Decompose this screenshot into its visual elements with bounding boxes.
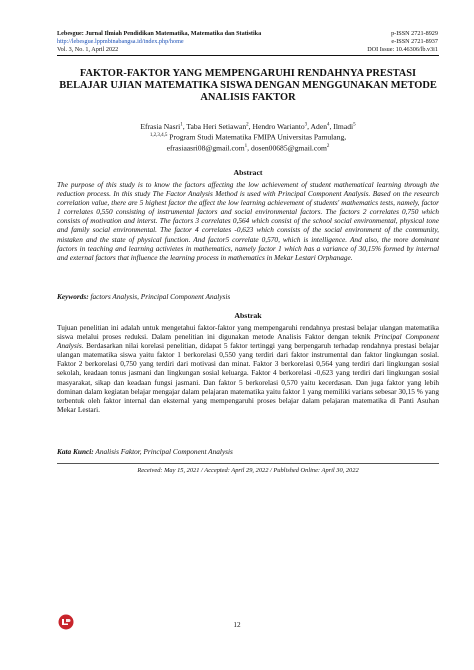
author-list — [57, 120, 439, 131]
volume-info: Vol. 3, No. 1, April 2022 — [57, 46, 119, 53]
author-3: Hendro Warianto$^3$, — [252, 121, 311, 131]
author-1: Efrasia Nasri$^1$, — [140, 121, 187, 131]
journal-url-link[interactable]: http://lebesgue.lppmbinabangsa.id/index.php/home — [57, 38, 184, 45]
received-divider — [57, 463, 439, 464]
affiliation: $^{1,2,3,4,5}$ Program Studi Matematika FMIPA Universitas Pamulang, — [149, 132, 347, 142]
journal-header-right — [367, 30, 438, 54]
kata-kunci-text: Analisis Faktor, Principal Component Analysis — [93, 447, 233, 456]
eissn: e-ISSN 2721-8937 — [391, 38, 438, 45]
email-1[interactable]: efrasiaasri08@gmail.com — [166, 143, 245, 153]
pissn: p-ISSN 2721-8929 — [391, 30, 438, 37]
email-2[interactable]: dosen00685@gmail.com — [250, 143, 327, 153]
author-emails: efrasiaasri08@gmail.com$^1$, dosen00685@gmail.com$^2$ — [166, 143, 330, 153]
journal-header-left — [57, 30, 261, 54]
author-block — [57, 120, 439, 153]
paper-title: FAKTOR-FAKTOR YANG MEMPENGARUHI RENDAHNYA PRESTASI BELAJAR UJIAN MATEMATIKA SISWA DENGAN MENGGUNAKAN METODE ANALISIS FAKTOR — [59, 68, 437, 103]
abstract-text: The purpose of this study is to know the factors affecting the low achievement of student mathematical learning through the reduction process. In this study The Factor Analysis Method is used with Principal Component Analysis. Based on the research correlation value, there are 5 highest factor the affect the low learning achievement of students' mathematics tests, namely, factor 1 correlates 0,550 consisting of instrumental factors and social environmental factors. The factors 2 correlates 0,750 which consists of motivation and interst. The factors 3 correlates 0,564 which consist of the school social environmental, physical tone and family social environmental. The factor 4 correlates -0,623 which consists of the social environment of the community, mistaken and the state of physical function. And factor5 correlate 0,570, which is intelligence. And also, the more dominant factors in teaching and learning activietes in mathematics, namely factor 1 which has a variance of 30,15% formed by internal and external factors that influence the learning process in mathematics in Mekar Lestari Orphanage. — [57, 180, 439, 262]
keywords-text: factors Analysis, Principal Component Analysis — [88, 292, 231, 301]
author-4: Aden$^4$, — [310, 121, 334, 131]
kata-kunci-line — [57, 447, 439, 456]
page-number: 12 — [233, 621, 241, 629]
keywords-line — [57, 292, 439, 301]
abstrak-text: Tujuan penelitian ini adalah untuk mengetahui faktor-faktor yang mempengaruhi rendahnya prestasi belajar ulangan matematika siswa melalui proses reduksi. Dalam penelitian ini digunakan metode Analisis Faktor dengan teknik Principal Component Analysis. Berdasarkan nilai korelasi penelitian, didapat 5 faktor tertinggi yang berpengaruh terhadap rendahnya prestasi belajar ulangan matematika siswa yaitu faktor 1 berkorelasi 0,550 yang terdiri dari faktor instrumental dan faktor lingkungan sosial. Faktor 2 berkorelasi 0,750 yang terdiri dari motivasi dan minat. Faktor 3 berkorelasi 0,564 yang terdiri dari lingkungan sosial sekolah, keadaan tonus jasmani dan lingkungan sosial keluarga. Faktor 4 berkorelasi -0,623 yang terdiri dari lingkungan sosial masyarakat, sikap dan keadaan fungsi jasmani. Dan faktor 5 berkorelasi 0,570 yaitu kecerdasan. Dan juga faktor yang lebih dominan dalam kegiatan belajar mengajar dalam pelajaran matematika yaitu faktor 1 yang memiliki varians sebesar 30,15 % yang terbentuk oleh faktor internal dan eksternal yang mempengaruhi proses belajar dalam pelajaran matematika di Panti Asuhan Mekar Lestari. — [57, 323, 439, 414]
header-divider — [57, 55, 439, 56]
author-2: Taba Heri Setiawan$^2$, — [186, 121, 253, 131]
received-dates: Received: May 15, 2021 / Accepted: April 29, 2022 / Published Online: April 30, 2022 — [137, 467, 359, 474]
journal-name: Lebesgue: Jurnal Ilmiah Pendidikan Matematika, Matematika dan Statistika — [57, 30, 262, 37]
author-5: Ilmadi$^5$ — [333, 121, 356, 131]
abstrak-heading: Abstrak — [234, 311, 262, 320]
abstract-heading: Abstract — [233, 168, 263, 177]
kata-kunci-label: Kata Kunci: — [57, 447, 94, 456]
doi: DOI Issue: 10.46306/lb.v3i1 — [367, 46, 438, 53]
keywords-label: Keywords: — [57, 292, 89, 301]
